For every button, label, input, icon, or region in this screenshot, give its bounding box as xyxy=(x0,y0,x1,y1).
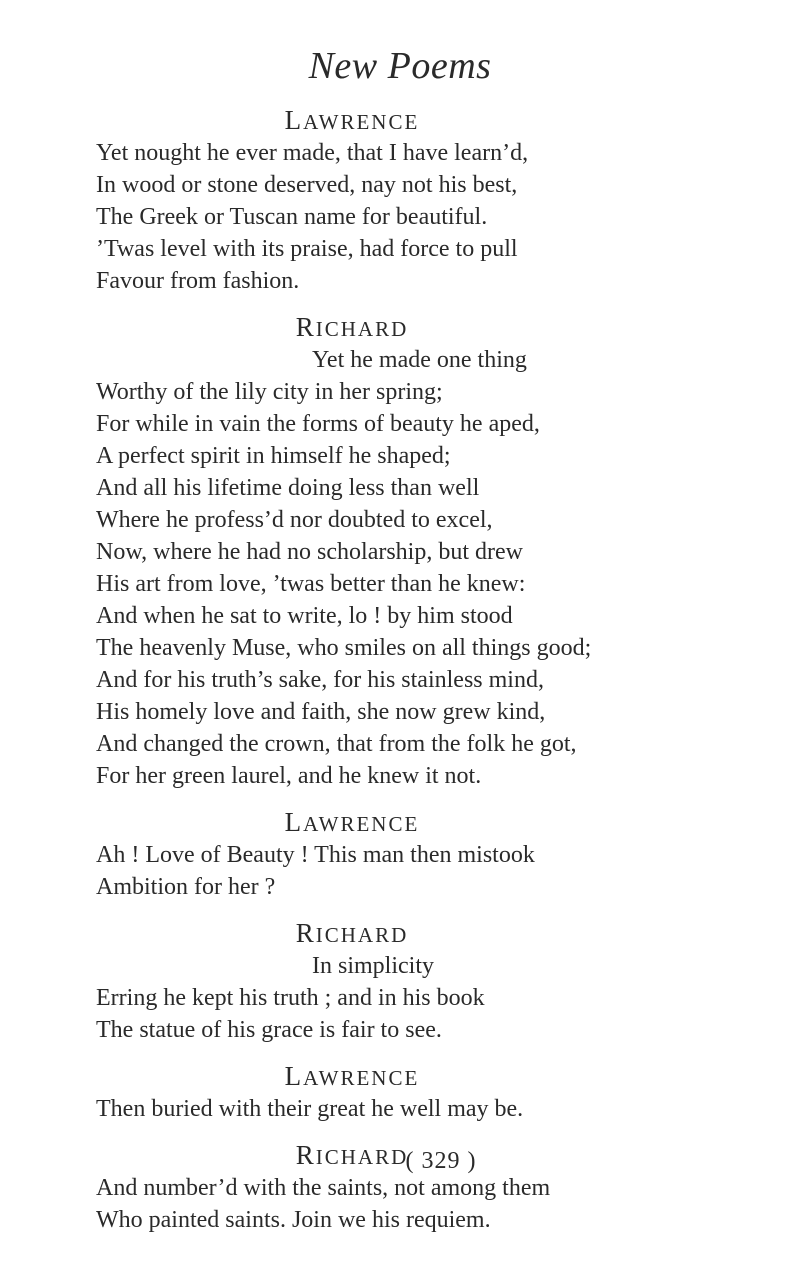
verse-line: And changed the crown, that from the folk he got, xyxy=(96,731,577,757)
verse-line: Who painted saints. Join we his requiem. xyxy=(96,1207,491,1233)
verse-line: The heavenly Muse, who smiles on all things good; xyxy=(96,635,592,661)
verse-line: And when he sat to write, lo ! by him stood xyxy=(96,603,513,629)
verse-line: And all his lifetime doing less than well xyxy=(96,475,480,501)
section-gap xyxy=(96,903,786,917)
running-head: New Poems xyxy=(308,45,492,87)
verse-line: A perfect spirit in himself he shaped; xyxy=(96,443,451,469)
verse-line: His homely love and faith, she now grew kind, xyxy=(96,699,546,725)
speaker-name: RICHARD xyxy=(295,1140,409,1170)
section-gap xyxy=(96,1125,786,1139)
verse-line: For her green laurel, and he knew it not. xyxy=(96,763,482,789)
verse-line: Yet he made one thing xyxy=(312,347,527,373)
poem-text xyxy=(96,104,786,1236)
section-gap xyxy=(96,297,786,311)
verse-line: The statue of his grace is fair to see. xyxy=(96,1017,442,1043)
verse-line: Ah ! Love of Beauty ! This man then mistook xyxy=(96,842,535,868)
verse-line: Now, where he had no scholarship, but drew xyxy=(96,539,523,565)
verse-line: For while in vain the forms of beauty he aped, xyxy=(96,411,540,437)
page-number: ( 329 ) xyxy=(405,1148,477,1174)
verse-line: ’Twas level with its praise, had force to pull xyxy=(96,236,518,262)
verse-line: Erring he kept his truth ; and in his book xyxy=(96,985,485,1011)
verse-line: Then buried with their great he well may be. xyxy=(96,1096,524,1122)
verse-line: In simplicity xyxy=(312,953,434,979)
speaker-name: RICHARD xyxy=(295,918,409,948)
speaker-name: LAWRENCE xyxy=(284,1061,420,1091)
speaker-name: RICHARD xyxy=(295,312,409,342)
verse-line: His art from love, ’twas better than he knew: xyxy=(96,571,526,597)
verse-line: Ambition for her ? xyxy=(96,874,276,900)
verse-line: The Greek or Tuscan name for beautiful. xyxy=(96,204,488,230)
verse-line: Favour from fashion. xyxy=(96,268,300,294)
speaker-name: LAWRENCE xyxy=(284,807,420,837)
section-gap xyxy=(96,1046,786,1060)
section-gap xyxy=(96,792,786,806)
verse-line: Where he profess’d nor doubted to excel, xyxy=(96,507,493,533)
verse-line: And number’d with the saints, not among them xyxy=(96,1175,551,1201)
verse-line: And for his truth’s sake, for his stainless mind, xyxy=(96,667,544,693)
speaker-name: LAWRENCE xyxy=(284,105,420,135)
verse-line: In wood or stone deserved, nay not his best, xyxy=(96,172,518,198)
verse-line: Yet nought he ever made, that I have learn’d, xyxy=(96,140,529,166)
verse-line: Worthy of the lily city in her spring; xyxy=(96,379,443,405)
